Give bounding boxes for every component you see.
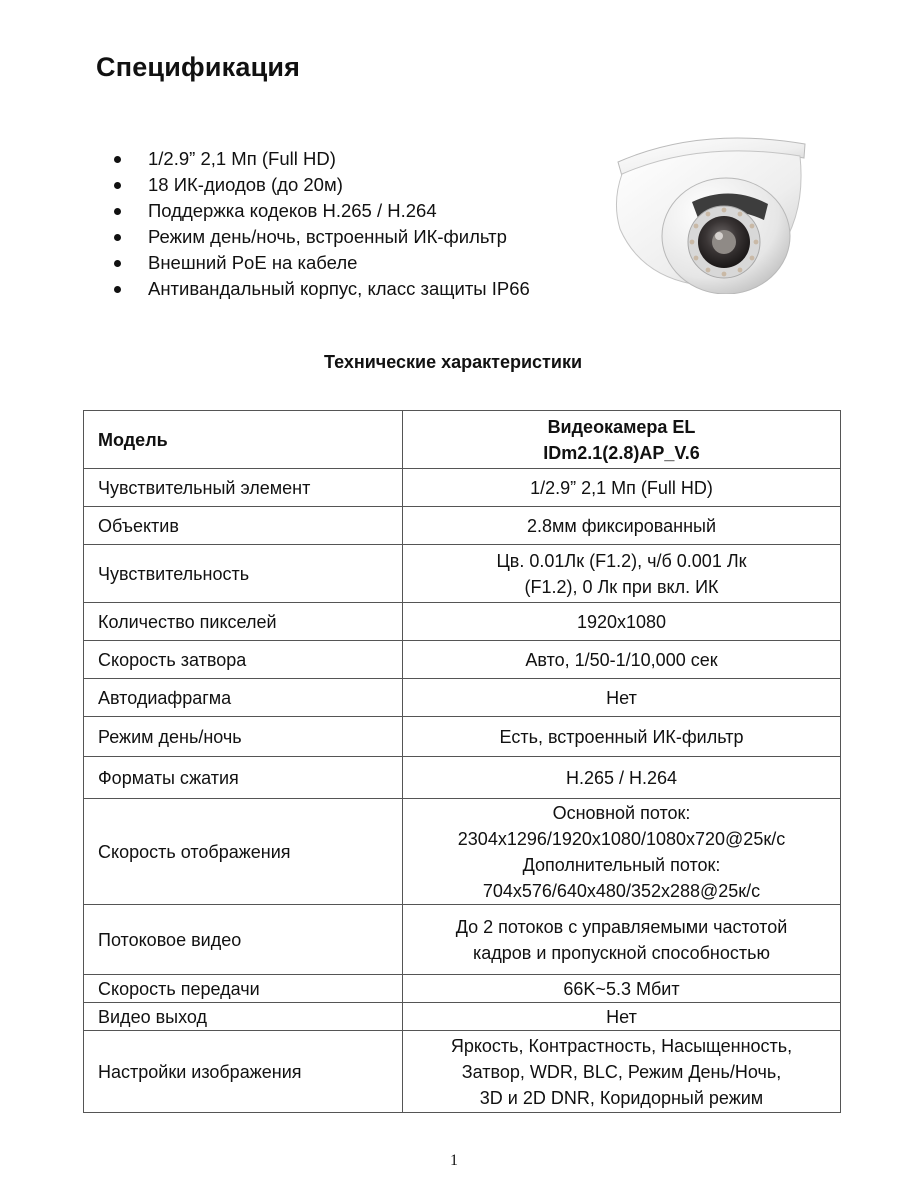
feature-item — [112, 172, 530, 198]
value-line: кадров и пропускной способностью — [473, 942, 770, 963]
bullet-icon — [114, 286, 121, 293]
value-cell — [403, 1003, 841, 1031]
value-line: Нет — [606, 687, 637, 708]
parameter-cell: Потоковое видео — [84, 905, 403, 975]
table-row — [84, 469, 841, 507]
header-label-cell: Модель — [84, 411, 403, 469]
value-line: Есть, встроенный ИК-фильтр — [499, 726, 744, 747]
parameter-cell: Количество пикселей — [84, 603, 403, 641]
value-line: 3D и 2D DNR, Коридорный режим — [479, 1087, 764, 1108]
feature-item — [112, 250, 530, 276]
value-line: (F1.2), 0 Лк при вкл. ИК — [524, 576, 719, 597]
value-line: 66K~5.3 Мбит — [563, 978, 680, 999]
value-cell — [403, 975, 841, 1003]
parameter-cell: Скорость передачи — [84, 975, 403, 1003]
value-cell — [403, 717, 841, 757]
feature-text: 18 ИК-диодов (до 20м) — [148, 174, 343, 195]
dome-camera-image — [600, 124, 810, 294]
value-line: Видеокамера EL — [547, 416, 696, 437]
value-line: 2304x1296/1920x1080/1080x720@25к/с — [457, 828, 786, 849]
feature-text: Внешний PoE на кабеле — [148, 252, 358, 273]
parameter-cell: Форматы сжатия — [84, 757, 403, 799]
value-line: H.265 / H.264 — [565, 767, 678, 788]
table-row — [84, 545, 841, 603]
bullet-icon — [114, 208, 121, 215]
value-cell — [403, 679, 841, 717]
value-line: 2.8мм фиксированный — [526, 515, 717, 536]
value-line: До 2 потоков с управляемыми частотой — [455, 916, 788, 937]
parameter-cell: Режим день/ночь — [84, 717, 403, 757]
parameter-cell: Чувствительный элемент — [84, 469, 403, 507]
value-line: IDm2.1(2.8)AP_V.6 — [543, 442, 700, 463]
feature-item — [112, 198, 530, 224]
feature-text: Поддержка кодеков H.265 / H.264 — [148, 200, 437, 221]
parameter-cell: Скорость затвора — [84, 641, 403, 679]
bullet-icon — [114, 260, 121, 267]
bullet-icon — [114, 234, 121, 241]
value-line: Нет — [606, 1006, 637, 1027]
feature-text: 1/2.9” 2,1 Мп (Full HD) — [148, 148, 336, 169]
feature-item — [112, 146, 530, 172]
table-row — [84, 799, 841, 905]
value-cell — [403, 1031, 841, 1113]
parameter-cell: Объектив — [84, 507, 403, 545]
parameter-cell: Скорость отображения — [84, 799, 403, 905]
value-cell — [403, 507, 841, 545]
value-line: Дополнительный поток: — [522, 854, 721, 875]
table-row — [84, 757, 841, 799]
feature-text: Антивандальный корпус, класс защиты IP66 — [148, 278, 530, 299]
parameter-cell: Видео выход — [84, 1003, 403, 1031]
value-line: 1/2.9” 2,1 Мп (Full HD) — [530, 477, 713, 498]
table-row — [84, 905, 841, 975]
value-line: Затвор, WDR, BLC, Режим День/Ночь, — [461, 1061, 782, 1082]
table-row — [84, 717, 841, 757]
section-title: Технические характеристики — [323, 352, 583, 372]
table-row — [84, 1003, 841, 1031]
page-title: Спецификация — [96, 52, 301, 82]
parameter-cell: Настройки изображения — [84, 1031, 403, 1113]
table-row — [84, 975, 841, 1003]
value-line: 1920x1080 — [576, 611, 667, 632]
value-cell — [403, 905, 841, 975]
bullet-icon — [114, 182, 121, 189]
table-row — [84, 507, 841, 545]
value-line: 704x576/640x480/352x288@25к/с — [482, 880, 761, 901]
spec-table — [83, 410, 841, 1113]
value-cell — [403, 641, 841, 679]
feature-item — [112, 224, 530, 250]
bullet-icon — [114, 156, 121, 163]
value-cell — [403, 757, 841, 799]
value-cell — [403, 603, 841, 641]
value-line: Цв. 0.01Лк (F1.2), ч/б 0.001 Лк — [496, 550, 747, 571]
value-cell — [403, 545, 841, 603]
table-row — [84, 679, 841, 717]
value-cell — [403, 799, 841, 905]
feature-item — [112, 276, 530, 302]
table-row — [84, 641, 841, 679]
parameter-cell: Автодиафрагма — [84, 679, 403, 717]
feature-list — [112, 146, 530, 302]
value-line: Авто, 1/50-1/10,000 сек — [525, 649, 718, 670]
parameter-cell: Чувствительность — [84, 545, 403, 603]
table-row — [84, 1031, 841, 1113]
table-row — [84, 603, 841, 641]
page-number: 1 — [450, 1152, 458, 1169]
value-line: Основной поток: — [552, 802, 691, 823]
table-header-row — [84, 411, 841, 469]
header-value-cell — [403, 411, 841, 469]
feature-text: Режим день/ночь, встроенный ИК-фильтр — [148, 226, 507, 247]
value-line: Яркость, Контрастность, Насыщенность, — [450, 1035, 793, 1056]
value-cell — [403, 469, 841, 507]
